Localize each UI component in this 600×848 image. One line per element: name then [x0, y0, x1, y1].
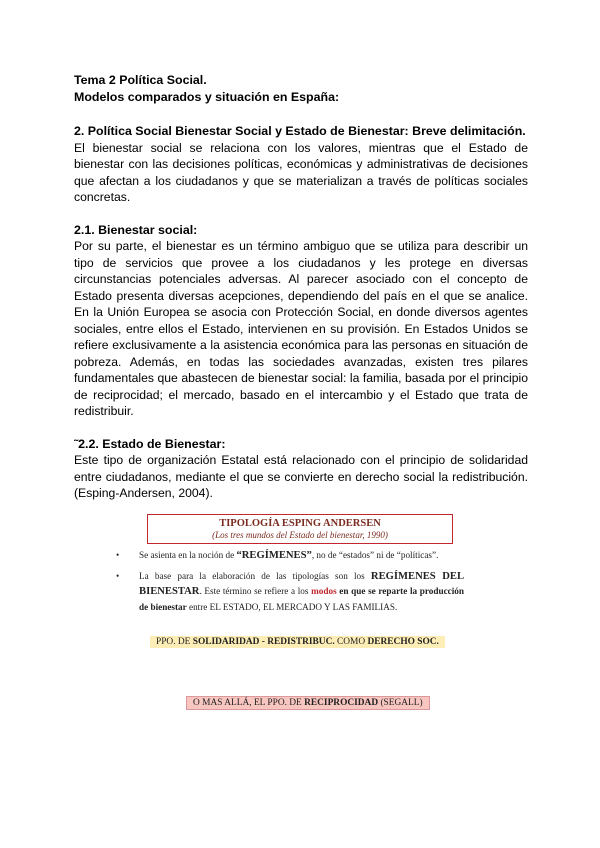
section-2-1-body: Por su parte, el bienestar es un término ambiguo que se utiliza para describir un tipo de servicios que provee a los ciudadanos y les protege en diversas circunstancias potenciales adversas. Al parecer asociado con el concepto de Estado presenta diversas acepciones, dependiendo del país en el que se analice. En la Unión Europea se asocia con Protección Social, en donde diversos agentes sociales, entre ellos el Estado, intervienen en su provisión. En Estados Unidos se refiere exclusivamente a la asistencia económica para las personas en situación de pobreza. Además, en todas las sociedades avanzadas, existen tres pilares fundamentales que abastecen de bienestar social: la familia, basada por el principio de reciprocidad; el mercado, basado en el intercambio y el Estado que trata de redistribuir.: [74, 239, 528, 418]
document-subtitle: Modelos comparados y situación en España:: [74, 90, 340, 104]
bullet-dot-icon: •: [116, 570, 120, 581]
figure-bullet-list: [114, 548, 464, 619]
section-2-2-body: Este tipo de organización Estatal está relacionado con el principio de solidaridad entre ciudadanos, mediante el que se convierte en derecho social la redistribución. (Esping-Andersen, 2004).: [74, 453, 528, 500]
figure-title: TIPOLOGÍA ESPING ANDERSEN: [219, 518, 381, 529]
bullet-dot-icon: •: [116, 550, 120, 560]
section-2-body: El bienestar social se relaciona con los valores, mientras que el Estado de bienestar con las decisiones políticas, económicas y administrativas de decisiones que afectan a los ciudadanos y que se materializan a través de políticas sociales concretas.: [74, 140, 528, 204]
section-2-heading: 2. Política Social Bienestar Social y Estado de Bienestar: Breve delimitación.: [74, 124, 526, 138]
solidarity-highlight: PPO. DE SOLIDARIDAD - REDISTRIBUC. COMO DERECHO SOC.: [150, 636, 445, 648]
figure-subtitle: (Los tres mundos del Estado del bienestar, 1990): [212, 530, 388, 540]
document-title: Tema 2 Política Social.: [74, 73, 207, 87]
section-2-2-heading: ˜2.2. Estado de Bienestar:: [74, 436, 226, 451]
figure-bullet-2: • La base para la elaboración de las tipologías son los REGÍMENES DEL BIENESTAR. Este término se refiere a los modos en que se reparte la producción de bienestar entre EL ESTADO, EL MERCADO Y LAS FAMILIAS.: [116, 570, 465, 612]
section-2-1-heading: 2.1. Bienestar social:: [74, 222, 198, 237]
document-page: [74, 72, 528, 502]
figure-title-box: [147, 514, 453, 544]
reciprocity-highlight: O MAS ALLÁ, EL PPO. DE RECIPROCIDAD (SEGALL): [186, 696, 430, 710]
figure-bullet-1: • Se asienta en la noción de “REGÍMENES”, no de “estados” ni de “políticas”.: [116, 550, 439, 561]
